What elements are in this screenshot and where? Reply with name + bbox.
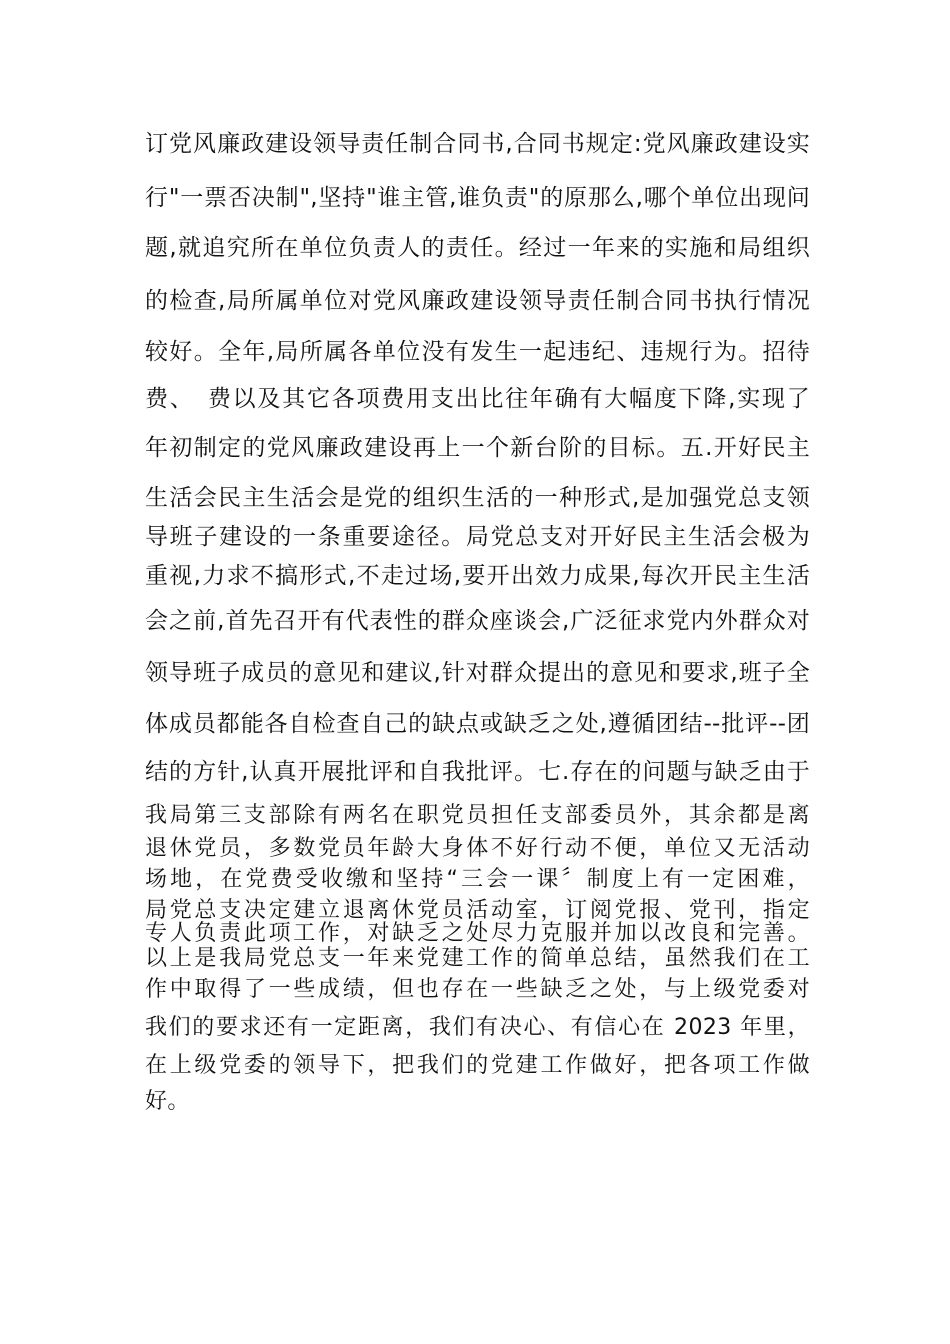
body-text-line: 订党风廉政建设领导责任制合同书,合同书规定:党风廉政建设实: [145, 131, 810, 157]
body-text-line: 体成员都能各自检查自己的缺点或缺乏之处,遵循团结--批评--团: [145, 711, 810, 737]
body-text-line: 结的方针,认真开展批评和自我批评。七.存在的问题与缺乏由于: [145, 759, 810, 785]
body-text-line: 退休党员，多数党员年龄大身体不好行动不便，单位又无活动: [145, 836, 810, 861]
body-text-line: 导班子建设的一条重要途径。局党总支对开好民主生活会极为: [145, 524, 810, 550]
body-text-line: 我局第三支部除有两名在职党员担任支部委员外，其余都是离: [145, 803, 810, 828]
body-text-line: 的检查,局所属单位对党风廉政建设领导责任制合同书执行情况: [145, 288, 810, 314]
body-text-line: 题,就追究所在单位负责人的责任。经过一年来的实施和局组织: [145, 235, 810, 261]
body-text-line: 作中取得了一些成绩，但也存在一些缺乏之处，与上级党委对: [145, 977, 810, 1002]
body-text-line: 以上是我局党总支一年来党建工作的简单总结，虽然我们在工: [145, 946, 810, 971]
body-text-line: 较好。全年,局所属各单位没有发生一起违纪、违规行为。招待: [145, 339, 810, 365]
body-text-line: 行"一票否决制",坚持"谁主管,谁负责"的原那么,哪个单位出现问: [145, 185, 810, 211]
body-text-line: 我们的要求还有一定距离，我们有决心、有信心在 2023 年里，: [145, 1015, 810, 1040]
body-text-line: 费、 费以及其它各项费用支出比往年确有大幅度下降,实现了: [145, 386, 810, 412]
body-text-line: 会之前,首先召开有代表性的群众座谈会,广泛征求党内外群众对: [145, 608, 810, 634]
body-text-line: 在上级党委的领导下，把我们的党建工作做好，把各项工作做: [145, 1053, 810, 1078]
body-text-line: 重视,力求不搞形式,不走过场,要开出效力成果,每次开民主生活: [145, 563, 810, 589]
body-text-line: 年初制定的党风廉政建设再上一个新台阶的目标。五.开好民主: [145, 435, 810, 461]
body-text-line: 领导班子成员的意见和建议,针对群众提出的意见和要求,班子全: [145, 660, 810, 686]
body-text-line: 生活会民主生活会是党的组织生活的一种形式,是加强党总支领: [145, 485, 810, 511]
body-text-line: 专人负责此项工作，对缺乏之处尽力克服并加以改良和完善。: [145, 921, 810, 946]
body-text-line: 局党总支决定建立退离休党员活动室，订阅党报、党刊，指定: [145, 898, 810, 923]
body-text-line: 好。: [145, 1089, 190, 1114]
body-text-line: 场地，在党费受收缴和坚持“三会一课〞制度上有一定困难，: [145, 867, 810, 892]
